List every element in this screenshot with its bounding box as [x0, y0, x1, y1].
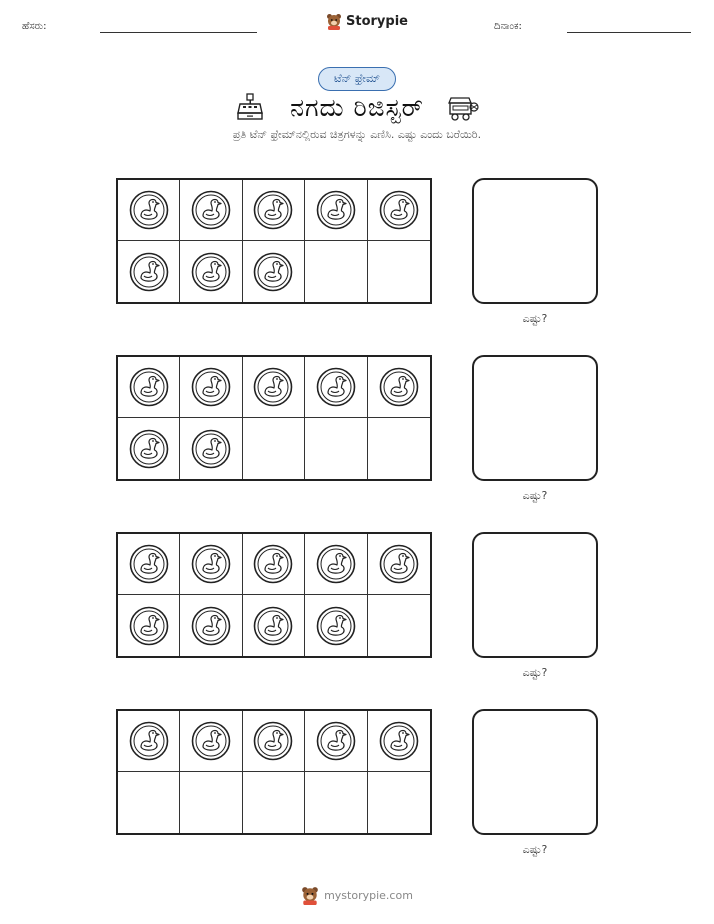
- ten-frame-cell: [368, 772, 430, 833]
- ten-frame-cell: [118, 357, 180, 418]
- name-label: ಹೆಸರು:: [22, 21, 47, 32]
- ten-frame-cell: [368, 180, 430, 241]
- ten-frame-cell: [180, 534, 242, 595]
- ten-frame-cell: [305, 418, 367, 479]
- ten-frame-cell: [243, 180, 305, 241]
- duck-coin-icon: [191, 544, 231, 584]
- duck-coin-icon: [316, 190, 356, 230]
- duck-coin-icon: [379, 367, 419, 407]
- ten-frame-cell: [118, 772, 180, 833]
- topic-badge: ಟೆನ್ ಫ್ರೇಮ್: [318, 67, 396, 91]
- answer-box[interactable]: [472, 178, 598, 304]
- duck-coin-icon: [253, 606, 293, 646]
- ten-frame-cell: [243, 357, 305, 418]
- ten-frame-cell: [368, 418, 430, 479]
- duck-coin-icon: [316, 367, 356, 407]
- duck-coin-icon: [129, 721, 169, 761]
- footer-url: mystorypie.com: [324, 889, 413, 902]
- brand-name: Storypie: [346, 14, 408, 29]
- answer-box[interactable]: [472, 709, 598, 835]
- ten-frame-cell: [180, 357, 242, 418]
- storypie-bear-logo: [301, 886, 319, 905]
- ten-frame-cell: [305, 595, 367, 656]
- ten-frame: [116, 709, 432, 835]
- duck-coin-icon: [253, 721, 293, 761]
- duck-coin-icon: [379, 721, 419, 761]
- duck-coin-icon: [191, 606, 231, 646]
- ten-frame-cell: [368, 241, 430, 302]
- duck-coin-icon: [129, 429, 169, 469]
- ten-frame-cell: [305, 711, 367, 772]
- ten-frame-cell: [118, 595, 180, 656]
- ten-frame-cell: [305, 534, 367, 595]
- duck-coin-icon: [191, 190, 231, 230]
- duck-coin-icon: [316, 606, 356, 646]
- brand: [326, 13, 408, 30]
- answer-box[interactable]: [472, 532, 598, 658]
- duck-coin-icon: [316, 544, 356, 584]
- instructions: ಪ್ರತಿ ಟೆನ್ ಫ್ರೇಮ್‌ನಲ್ಲಿರುವ ಚಿತ್ರಗಳನ್ನು ಎಣಿಸಿ. ಎಷ್ಟು ಎಂದು ಬರೆಯಿರಿ.: [232, 128, 482, 141]
- ten-frame-cell: [305, 772, 367, 833]
- ten-frame-cell: [368, 711, 430, 772]
- answer-prompt: ಎಷ್ಟು?: [522, 843, 548, 856]
- duck-coin-icon: [129, 190, 169, 230]
- duck-coin-icon: [253, 367, 293, 407]
- ten-frame: [116, 355, 432, 481]
- ten-frame-cell: [118, 180, 180, 241]
- ten-frame-cell: [180, 711, 242, 772]
- ten-frame-cell: [243, 772, 305, 833]
- date-label: ದಿನಾಂಕ:: [494, 21, 522, 32]
- duck-coin-icon: [129, 544, 169, 584]
- ten-frame-cell: [368, 534, 430, 595]
- ten-frame-cell: [368, 357, 430, 418]
- duck-coin-icon: [253, 190, 293, 230]
- duck-coin-icon: [191, 367, 231, 407]
- ten-frame-cell: [180, 772, 242, 833]
- ten-frame-cell: [243, 711, 305, 772]
- name-line[interactable]: [100, 32, 257, 33]
- duck-coin-icon: [379, 544, 419, 584]
- page-title: ನಗದು ರಿಜಿಸ್ಟರ್: [290, 93, 424, 122]
- duck-coin-icon: [129, 252, 169, 292]
- ten-frame-cell: [243, 418, 305, 479]
- ten-frame: [116, 532, 432, 658]
- ten-frame-cell: [180, 180, 242, 241]
- ten-frame-cell: [180, 595, 242, 656]
- ten-frame-cell: [118, 534, 180, 595]
- ten-frame-cell: [180, 418, 242, 479]
- ten-frame-cell: [243, 241, 305, 302]
- duck-coin-icon: [191, 721, 231, 761]
- answer-prompt: ಎಷ್ಟು?: [522, 666, 548, 679]
- storypie-bear-logo: [326, 13, 342, 30]
- duck-coin-icon: [379, 190, 419, 230]
- duck-coin-icon: [129, 606, 169, 646]
- ten-frame-cell: [305, 180, 367, 241]
- ten-frame: [116, 178, 432, 304]
- ten-frame-cell: [118, 418, 180, 479]
- date-line[interactable]: [567, 32, 691, 33]
- ten-frame-cell: [243, 534, 305, 595]
- answer-box[interactable]: [472, 355, 598, 481]
- ten-frame-cell: [368, 595, 430, 656]
- answer-prompt: ಎಷ್ಟು?: [522, 489, 548, 502]
- ten-frame-cell: [243, 595, 305, 656]
- ten-frame-cell: [305, 357, 367, 418]
- ten-frame-cell: [118, 711, 180, 772]
- duck-coin-icon: [253, 544, 293, 584]
- ten-frame-cell: [180, 241, 242, 302]
- duck-coin-icon: [191, 252, 231, 292]
- answer-prompt: ಎಷ್ಟು?: [522, 312, 548, 325]
- footer: [0, 886, 714, 905]
- duck-coin-icon: [316, 721, 356, 761]
- duck-coin-icon: [191, 429, 231, 469]
- duck-coin-icon: [129, 367, 169, 407]
- ten-frame-cell: [305, 241, 367, 302]
- food-cart-icon: [447, 92, 479, 122]
- duck-coin-icon: [253, 252, 293, 292]
- ten-frame-cell: [118, 241, 180, 302]
